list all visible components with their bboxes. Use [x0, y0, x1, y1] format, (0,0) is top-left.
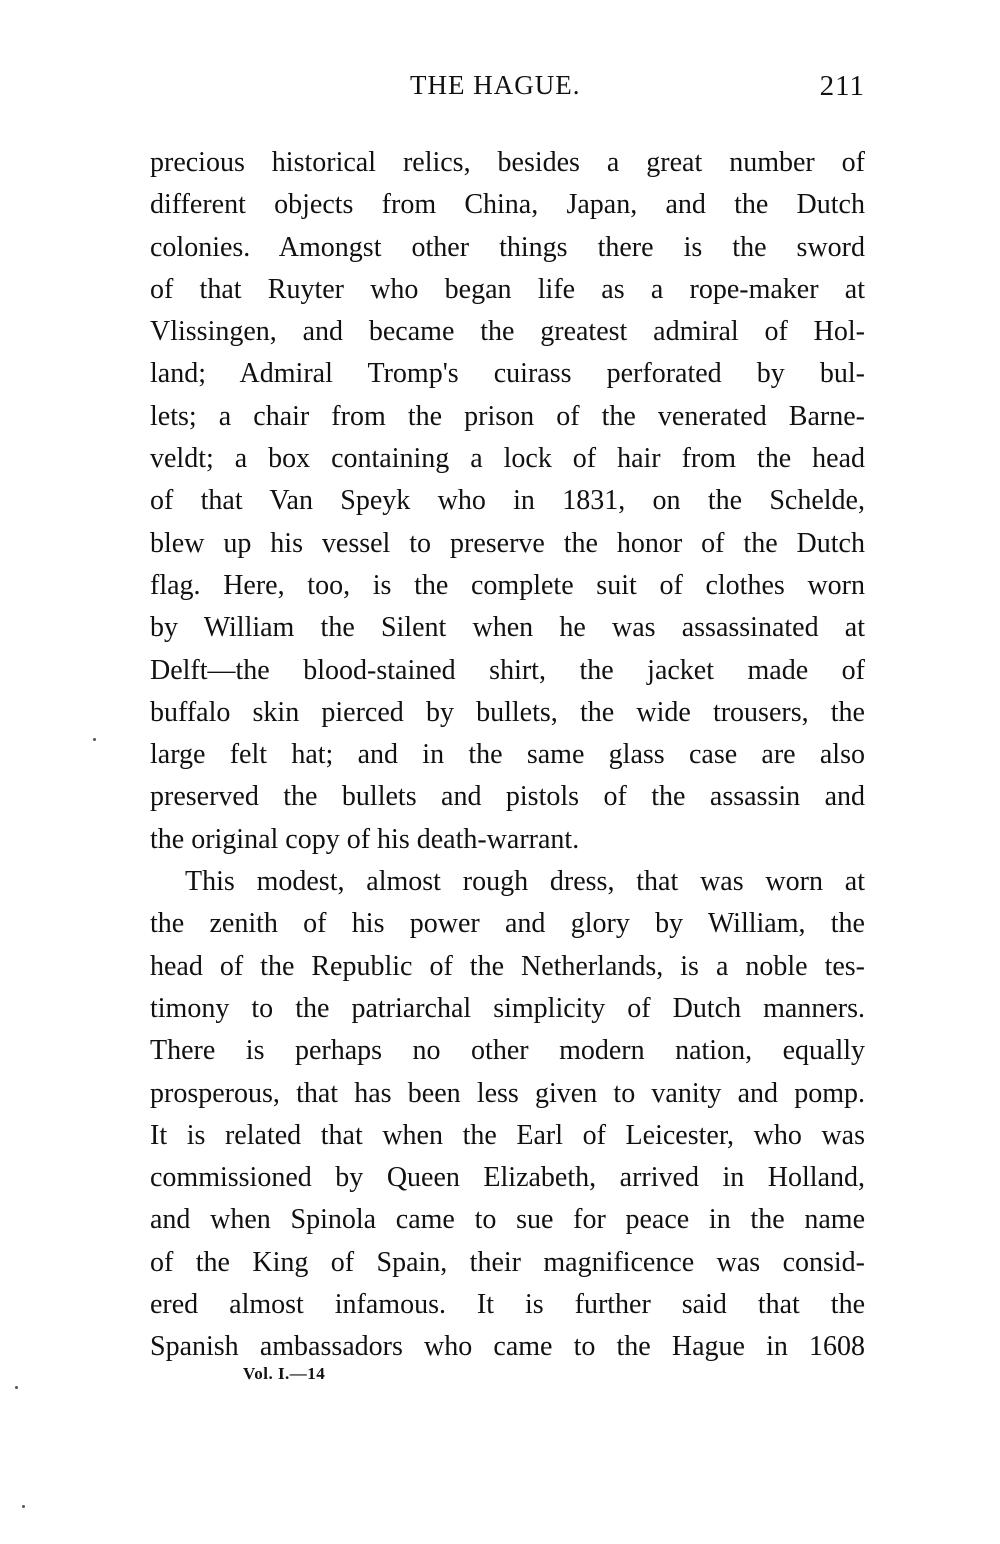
text-line: precious historical relics, besides a great number of [150, 147, 865, 178]
text-line: and when Spinola came to sue for peace in the name [150, 1204, 865, 1236]
text-line: Vlissingen, and became the greatest admiral of Hol- [150, 316, 865, 348]
body-text [150, 142, 865, 1369]
running-head [150, 70, 865, 110]
text-line: commissioned by Queen Elizabeth, arrived in Holland, [150, 1162, 865, 1194]
text-line: of that Van Speyk who in 1831, on the Schelde, [150, 485, 865, 517]
text-line: flag. Here, too, is the complete suit of clothes worn [150, 569, 865, 601]
text-line: blew up his vessel to preserve the honor of the Dutch [150, 527, 865, 559]
scan-speck [93, 738, 96, 741]
text-line: ered almost infamous. It is further said that the [150, 1289, 865, 1321]
text-line: the zenith of his power and glory by William, the [150, 908, 865, 940]
text-line: large felt hat; and in the same glass case are also [150, 739, 865, 771]
text-line: Delft—the blood-stained shirt, the jacket made of [150, 654, 865, 686]
paragraph-1 [150, 142, 865, 861]
text-line: veldt; a box containing a lock of hair from the head [150, 443, 865, 475]
text-line: preserved the bullets and pistols of the assassin and [150, 781, 865, 813]
text-line: the original copy of his death-warrant. [150, 823, 580, 855]
text-line: lets; a chair from the prison of the venerated Barne- [150, 400, 865, 432]
signature-mark: Vol. I.—14 [243, 1364, 326, 1383]
text-line: This modest, almost rough dress, that was worn at [185, 866, 865, 898]
text-line: of that Ruyter who began life as a rope-maker at [150, 273, 865, 305]
text-line: of the King of Spain, their magnificence was consid- [150, 1246, 865, 1278]
scan-speck [22, 1505, 25, 1508]
text-line: colonies. Amongst other things there is the sword [150, 231, 865, 263]
text-line: buffalo skin pierced by bullets, the wide trousers, the [150, 696, 865, 728]
text-line: head of the Republic of the Netherlands, is a noble tes- [150, 950, 865, 982]
text-line: timony to the patriarchal simplicity of Dutch manners. [150, 992, 865, 1024]
text-line: by William the Silent when he was assassinated at [150, 612, 865, 644]
scan-speck [15, 1386, 18, 1389]
text-line: Spanish ambassadors who came to the Hague in 1608 [150, 1331, 865, 1363]
paragraph-2 [150, 861, 865, 1369]
text-line: prosperous, that has been less given to vanity and pomp. [150, 1077, 865, 1109]
text-line: There is perhaps no other modern nation, equally [150, 1035, 865, 1067]
page-number: 211 [819, 70, 865, 102]
text-line: It is related that when the Earl of Leicester, who was [150, 1119, 865, 1151]
running-title: THE HAGUE. [410, 70, 581, 100]
text-line: different objects from China, Japan, and the Dutch [150, 189, 865, 221]
text-line: land; Admiral Tromp's cuirass perforated by bul- [150, 358, 865, 390]
